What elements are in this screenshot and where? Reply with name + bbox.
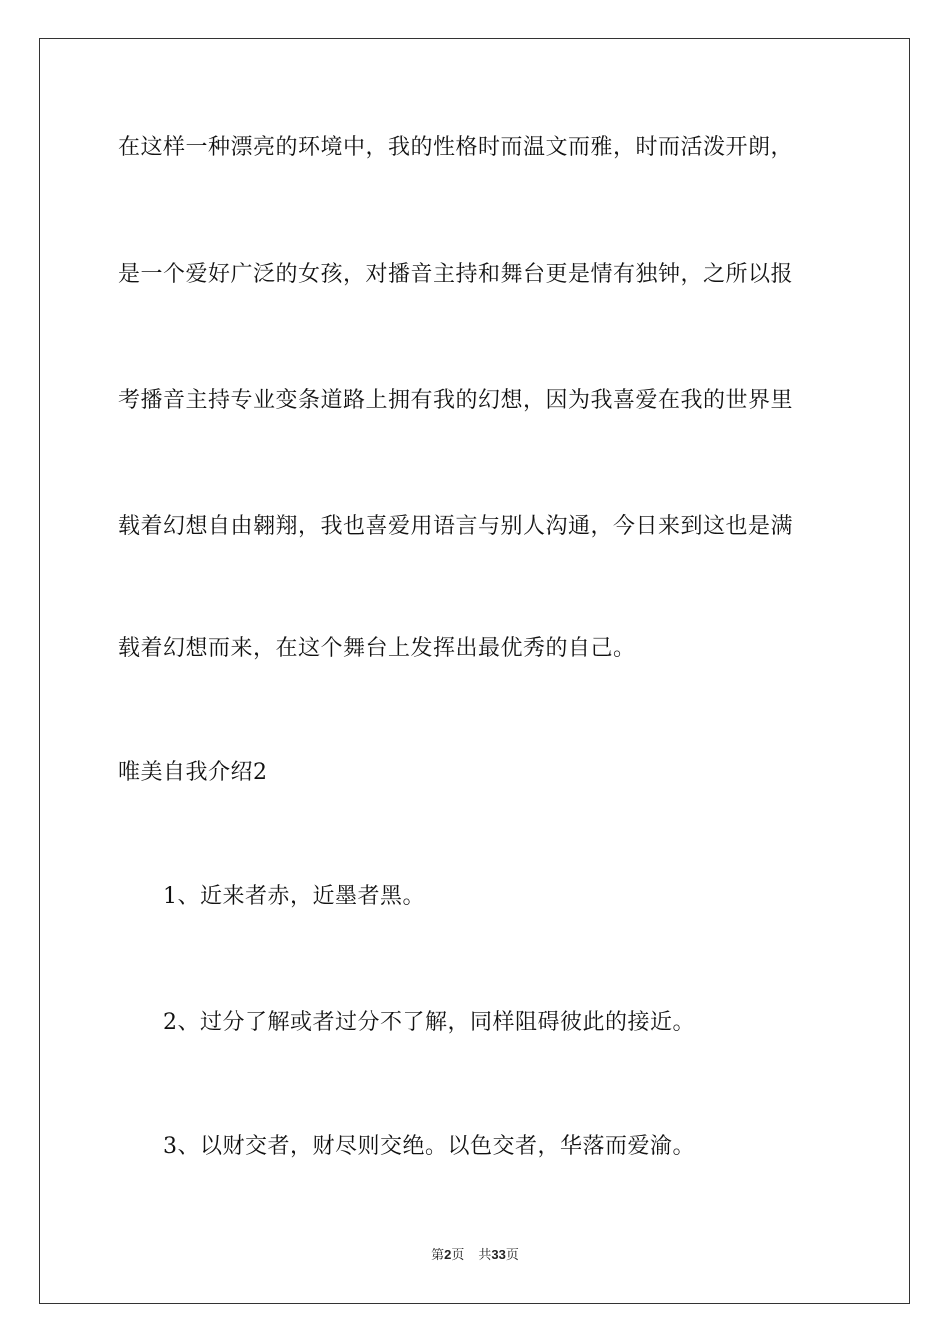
list-item-3: 3、以财交者，财尽则交绝。以色交者，华落而爱渝。	[163, 1134, 695, 1159]
page-prefix: 第	[431, 1248, 445, 1263]
total-page-count: 33	[491, 1247, 506, 1262]
paragraph-line-3: 考播音主持专业变条道路上拥有我的幻想，因为我喜爱在我的世界里	[118, 388, 794, 413]
list-item-2: 2、过分了解或者过分不了解，同样阻碍彼此的接近。	[163, 1010, 695, 1035]
paragraph-line-1: 在这样一种漂亮的环境中，我的性格时而温文而雅，时而活泼开朗，	[118, 135, 794, 160]
page-suffix: 页	[451, 1248, 465, 1263]
paragraph-line-2: 是一个爱好广泛的女孩，对播音主持和舞台更是情有独钟，之所以报	[118, 262, 794, 287]
total-suffix: 页	[505, 1248, 519, 1263]
page-border	[39, 38, 910, 1304]
page-footer	[0, 1246, 950, 1265]
list-item-1: 1、近来者赤，近墨者黑。	[163, 884, 425, 909]
paragraph-line-5: 载着幻想而来，在这个舞台上发挥出最优秀的自己。	[118, 636, 636, 661]
total-prefix: 共	[478, 1248, 492, 1263]
current-page-number: 2	[444, 1247, 452, 1262]
paragraph-line-4: 载着幻想自由翱翔，我也喜爱用语言与别人沟通，今日来到这也是满	[118, 514, 794, 539]
section-heading: 唯美自我介绍2	[118, 760, 268, 785]
